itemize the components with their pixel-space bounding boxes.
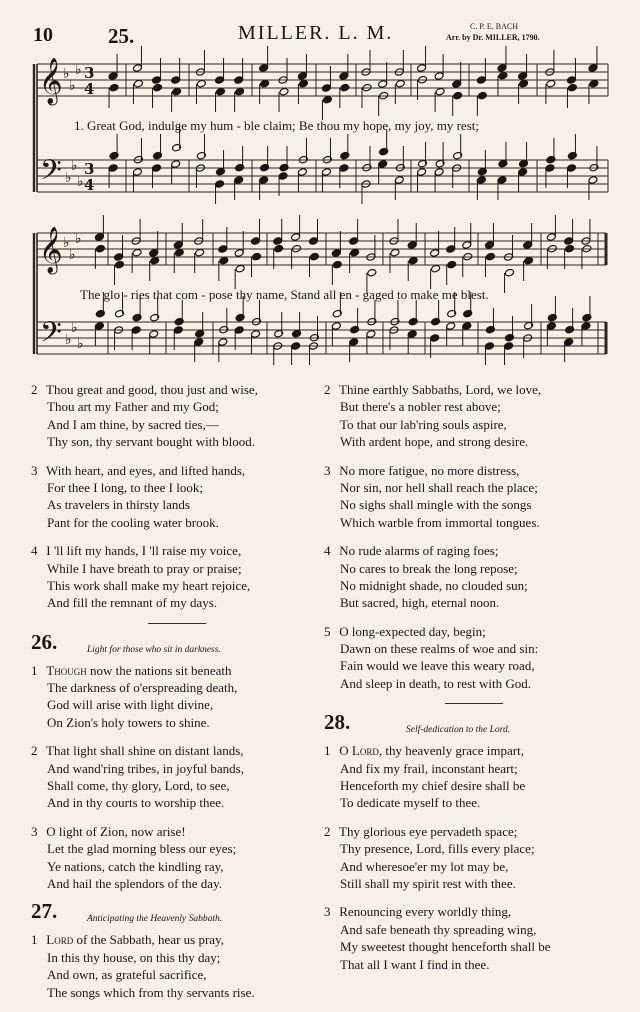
verse-line: Shall come, thy glory, Lord, to see, xyxy=(47,778,230,794)
verse-line: Ye nations, catch the kindling ray, xyxy=(47,858,224,874)
stanza xyxy=(31,462,323,532)
verse-line: To dedicate myself to thee. xyxy=(340,795,481,811)
stanza xyxy=(31,662,323,732)
verse-line: Nor sin, nor hell shall reach the place; xyxy=(340,479,538,495)
verse-line: 3 Renouncing every worldly thing, xyxy=(324,904,512,920)
left-column xyxy=(31,381,323,1012)
section-divider xyxy=(148,623,206,624)
hymn-title: Light for those who sit in darkness. xyxy=(87,644,221,655)
svg-text:𝄢: 𝄢 xyxy=(40,154,62,194)
verse-line: And hail the splendors of the day. xyxy=(47,875,222,891)
verse-line: This work shall make my heart rejoice, xyxy=(47,577,251,593)
svg-text:♭: ♭ xyxy=(63,66,70,82)
hymn-number: 26. xyxy=(31,629,58,654)
hymn-title: Self-dedication to the Lord. xyxy=(406,725,511,736)
verse-line: With ardent hope, and strong desire. xyxy=(340,434,529,450)
hymn-title: Anticipating the Heavenly Sabbath. xyxy=(87,914,223,925)
stanza xyxy=(31,823,323,893)
verse-line: 4 I 'll lift my hands, I 'll raise my voice, xyxy=(31,543,242,559)
svg-text:4: 4 xyxy=(84,176,95,194)
svg-text:♭: ♭ xyxy=(69,247,76,263)
verse-line: That all I want I find in thee. xyxy=(340,956,490,972)
stanza xyxy=(324,823,624,893)
svg-text:♭: ♭ xyxy=(75,62,82,78)
verse-line: For thee I long, to thee I look; xyxy=(47,479,203,495)
svg-text:𝄞: 𝄞 xyxy=(39,227,63,273)
hymn-heading xyxy=(324,710,624,742)
verse-line: 2 That light shall shine on distant lands, xyxy=(31,743,244,759)
composer-credit: C. P. E. BACH xyxy=(470,22,519,31)
svg-text:♭: ♭ xyxy=(71,158,78,174)
lyric-line-1: 1. Great God, indulge my hum - ble claim; Be thou my hope, my joy, my rest; xyxy=(74,118,479,133)
verse-line: 1 Though now the nations sit beneath xyxy=(31,662,232,678)
stanza xyxy=(31,542,323,612)
verse-line: While I have breath to pray or praise; xyxy=(47,560,242,576)
svg-text:4: 4 xyxy=(84,80,95,98)
svg-text:♭: ♭ xyxy=(77,174,84,190)
right-column xyxy=(324,381,624,984)
hymn-number: 28. xyxy=(324,710,351,735)
svg-text:♭: ♭ xyxy=(77,336,84,352)
verse-line: Thy presence, Lord, fills every place; xyxy=(340,841,535,857)
verse-line: No cares to break the long repose; xyxy=(340,560,518,576)
stanza xyxy=(324,623,624,693)
page-number: 10 xyxy=(33,24,53,46)
verse-line: And I am thine, by sacred ties,— xyxy=(47,416,219,432)
hymn-number: 25. xyxy=(108,24,135,48)
svg-text:𝄞: 𝄞 xyxy=(39,58,63,104)
stanza xyxy=(324,542,624,612)
verse-line: 4 No rude alarms of raging foes; xyxy=(324,543,499,559)
verse-line: But sacred, high, eternal noon. xyxy=(340,595,500,611)
verse-line: The darkness of o'erspreading death, xyxy=(47,680,238,696)
svg-text:♭: ♭ xyxy=(65,170,72,186)
verse-line: Let the glad morning bless our eyes; xyxy=(47,841,237,857)
verse-line: Thy son, thy servant bought with blood. xyxy=(47,434,255,450)
verse-line: And wheresoe'er my lot may be, xyxy=(340,858,509,874)
svg-text:♭: ♭ xyxy=(63,235,70,251)
svg-text:♭: ♭ xyxy=(75,231,82,247)
verse-line: 1 Lord of the Sabbath, hear us pray, xyxy=(31,932,224,948)
verse-line: 2 Thine earthly Sabbaths, Lord, we love, xyxy=(324,382,542,397)
verse-line: 2 Thou great and good, thou just and wise, xyxy=(31,382,258,397)
section-divider xyxy=(445,703,503,704)
verse-line: Fain would we leave this weary road, xyxy=(340,658,535,674)
verse-line: No sighs shall mingle with the songs xyxy=(340,497,532,513)
verse-line: And fill the remnant of my days. xyxy=(47,595,218,611)
stanza xyxy=(324,381,624,451)
verse-line: God will arise with light divine, xyxy=(47,697,214,713)
verse-line: And in thy courts to worship thee. xyxy=(47,795,225,811)
lyric-line-2: The glo - ries that com - pose thy name, Stand all en - gaged to make me blest. xyxy=(80,287,489,302)
verse-line: Henceforth my chief desire shall be xyxy=(340,778,526,794)
verse-line: On Zion's holy towers to shine. xyxy=(47,714,210,730)
hymn-heading xyxy=(31,899,323,931)
stanza xyxy=(324,903,624,973)
verse-line: 2 Thy glorious eye pervadeth space; xyxy=(324,823,518,839)
verse-line: 1 O Lord, thy heavenly grace impart, xyxy=(324,743,524,759)
verse-line: My sweetest thought henceforth shall be xyxy=(340,939,551,955)
tune-name: MILLER. L. M. xyxy=(238,22,394,44)
stanza xyxy=(31,742,323,812)
verse-line: 3 No more fatigue, no more distress, xyxy=(324,462,520,478)
arranger-credit: Arr. by Dr. MILLER, 1790. xyxy=(446,33,540,42)
svg-text:3: 3 xyxy=(84,160,95,178)
verse-line: And safe beneath thy spreading wing, xyxy=(340,921,537,937)
svg-text:3: 3 xyxy=(84,64,95,82)
verse-line: 5 O long-expected day, begin; xyxy=(324,623,486,639)
verse-line: But there's a nobler rest above; xyxy=(340,399,501,415)
verse-line: And fix my frail, inconstant heart; xyxy=(340,760,518,776)
verse-line: Pant for the cooling water brook. xyxy=(47,514,219,530)
verse-line: 3 With heart, and eyes, and lifted hands, xyxy=(31,462,246,478)
stanza xyxy=(324,742,624,812)
svg-text:♭: ♭ xyxy=(65,332,72,348)
verse-line: And own, as grateful sacrifice, xyxy=(47,967,207,983)
verse-line: No midnight shade, no clouded sun; xyxy=(340,577,528,593)
stanza xyxy=(324,462,624,532)
stanza xyxy=(31,381,323,451)
verse-line: To that our lab'ring souls aspire, xyxy=(340,416,507,432)
hymn-heading xyxy=(31,629,323,662)
verse-line: Thou art my Father and my God; xyxy=(47,399,219,415)
stanza xyxy=(31,931,323,1001)
verse-line: Still shall my spirit rest with thee. xyxy=(340,875,516,891)
svg-text:♭: ♭ xyxy=(69,78,76,94)
verse-line: And sleep in death, to rest with God. xyxy=(340,675,531,691)
verse-line: As travelers in thirsty lands xyxy=(47,497,190,513)
svg-text:♭: ♭ xyxy=(71,320,78,336)
verse-line: And wand'ring tribes, in joyful bands, xyxy=(47,760,244,776)
hymn-number: 27. xyxy=(31,899,58,924)
verse-line: The songs which from thy servants rise. xyxy=(47,984,255,1000)
verse-line: Dawn on these realms of woe and sin: xyxy=(340,641,539,657)
verse-line: Which warble from immortal tongues. xyxy=(340,514,540,530)
svg-text:𝄢: 𝄢 xyxy=(40,316,62,356)
verse-line: 3 O light of Zion, now arise! xyxy=(31,823,186,839)
music-notation xyxy=(0,0,640,365)
verse-line: In this thy house, on this thy day; xyxy=(47,949,221,965)
